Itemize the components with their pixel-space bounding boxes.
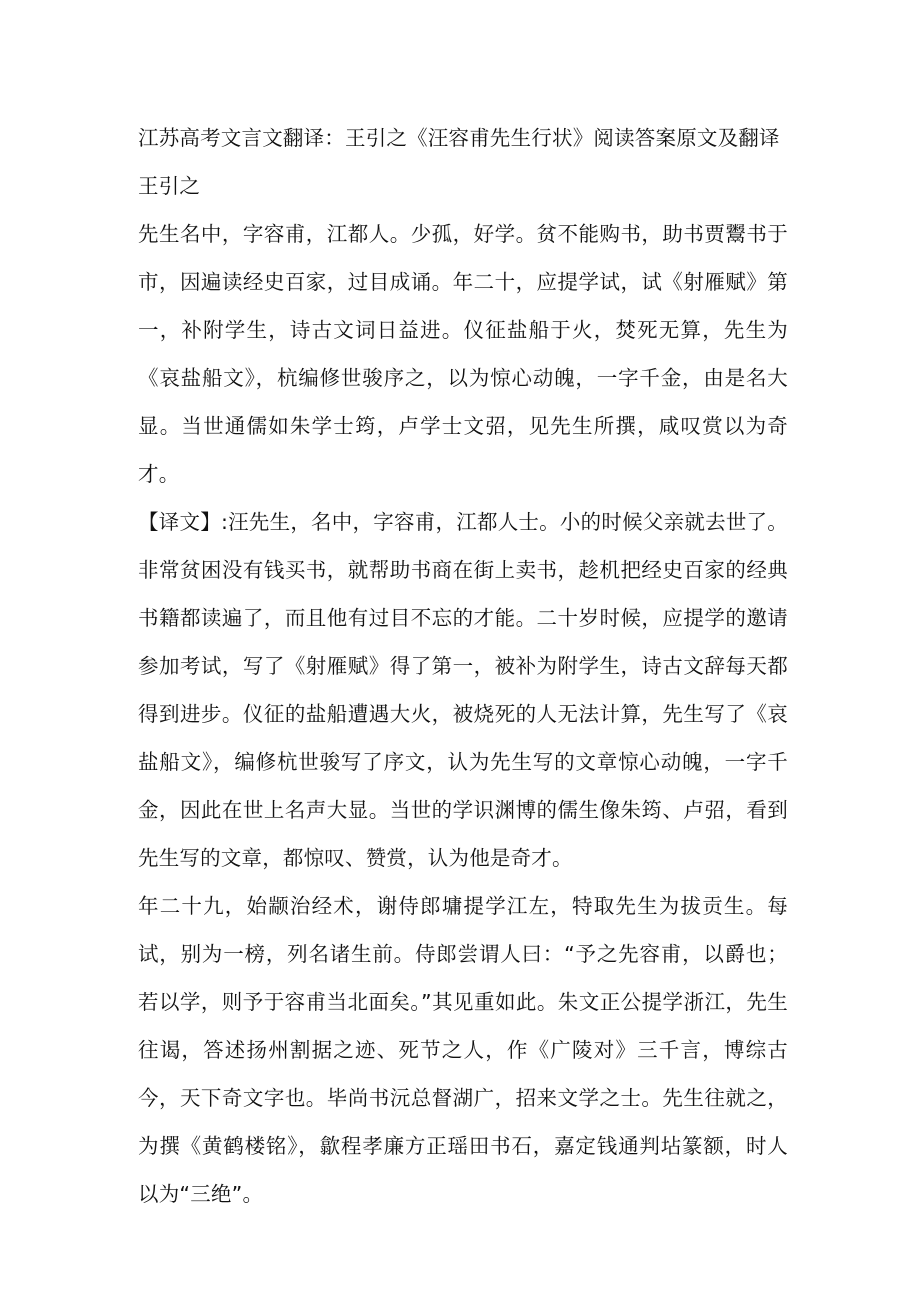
paragraph-original-1: 先生名中，字容甫，江都人。少孤，好学。贫不能购书，助书贾鬻书于市，因遍读经史百家，过目成诵。年二十，应提学试，试《射雁赋》第一，补附学生，诗古文词日益进。仪征盐船于火，焚死无算，先生为《哀盐船文》，杭编修世骏序之，以为惊心动魄，一字千金，由是名大显。当世通儒如朱学士筠，卢学士文弨，见先生所撰，咸叹赏以为奇才。: [138, 222, 788, 486]
paragraph-translation-1: 【译文】:汪先生，名中，字容甫，江都人士。小的时候父亲就去世了。非常贫困没有钱买书，就帮助书商在街上卖书，趁机把经史百家的经典书籍都读遍了，而且他有过目不忘的才能。二十岁时候，应提学的邀请参加考试，写了《射雁赋》得了第一，被补为附学生，诗古文辞每天都得到进步。仪征的盐船遭遇大火，被烧死的人无法计算，先生写了《哀盐船文》，编修杭世骏写了序文，认为先生写的文章惊心动魄，一字千金，因此在世上名声大显。当世的学识渊博的儒生像朱筠、卢弨，看到先生写的文章，都惊叹、赞赏，认为他是奇才。: [138, 510, 788, 870]
document-title: 江苏高考文言文翻译：王引之《汪容甫先生行状》阅读答案原文及翻译: [138, 126, 780, 150]
paragraph-original-2: 年二十九，始颛治经术，谢侍郎墉提学江左，特取先生为拔贡生。每试，别为一榜，列名诸生前。侍郎尝谓人曰：“予之先容甫，以爵也；若以学，则予于容甫当北面矣。”其见重如此。朱文正公提学浙江，先生往谒，答述扬州割据之迹、死节之人，作《广陵对》三千言，博综古今，天下奇文字也。毕尚书沅总督湖广，招来文学之士。先生往就之，为撰《黄鹤楼铭》，歙程孝廉方正瑶田书石，嘉定钱通判坫篆额，时人以为“三绝”。: [138, 894, 788, 1206]
document-author: 王引之: [138, 174, 201, 198]
document-body: [138, 114, 788, 1218]
